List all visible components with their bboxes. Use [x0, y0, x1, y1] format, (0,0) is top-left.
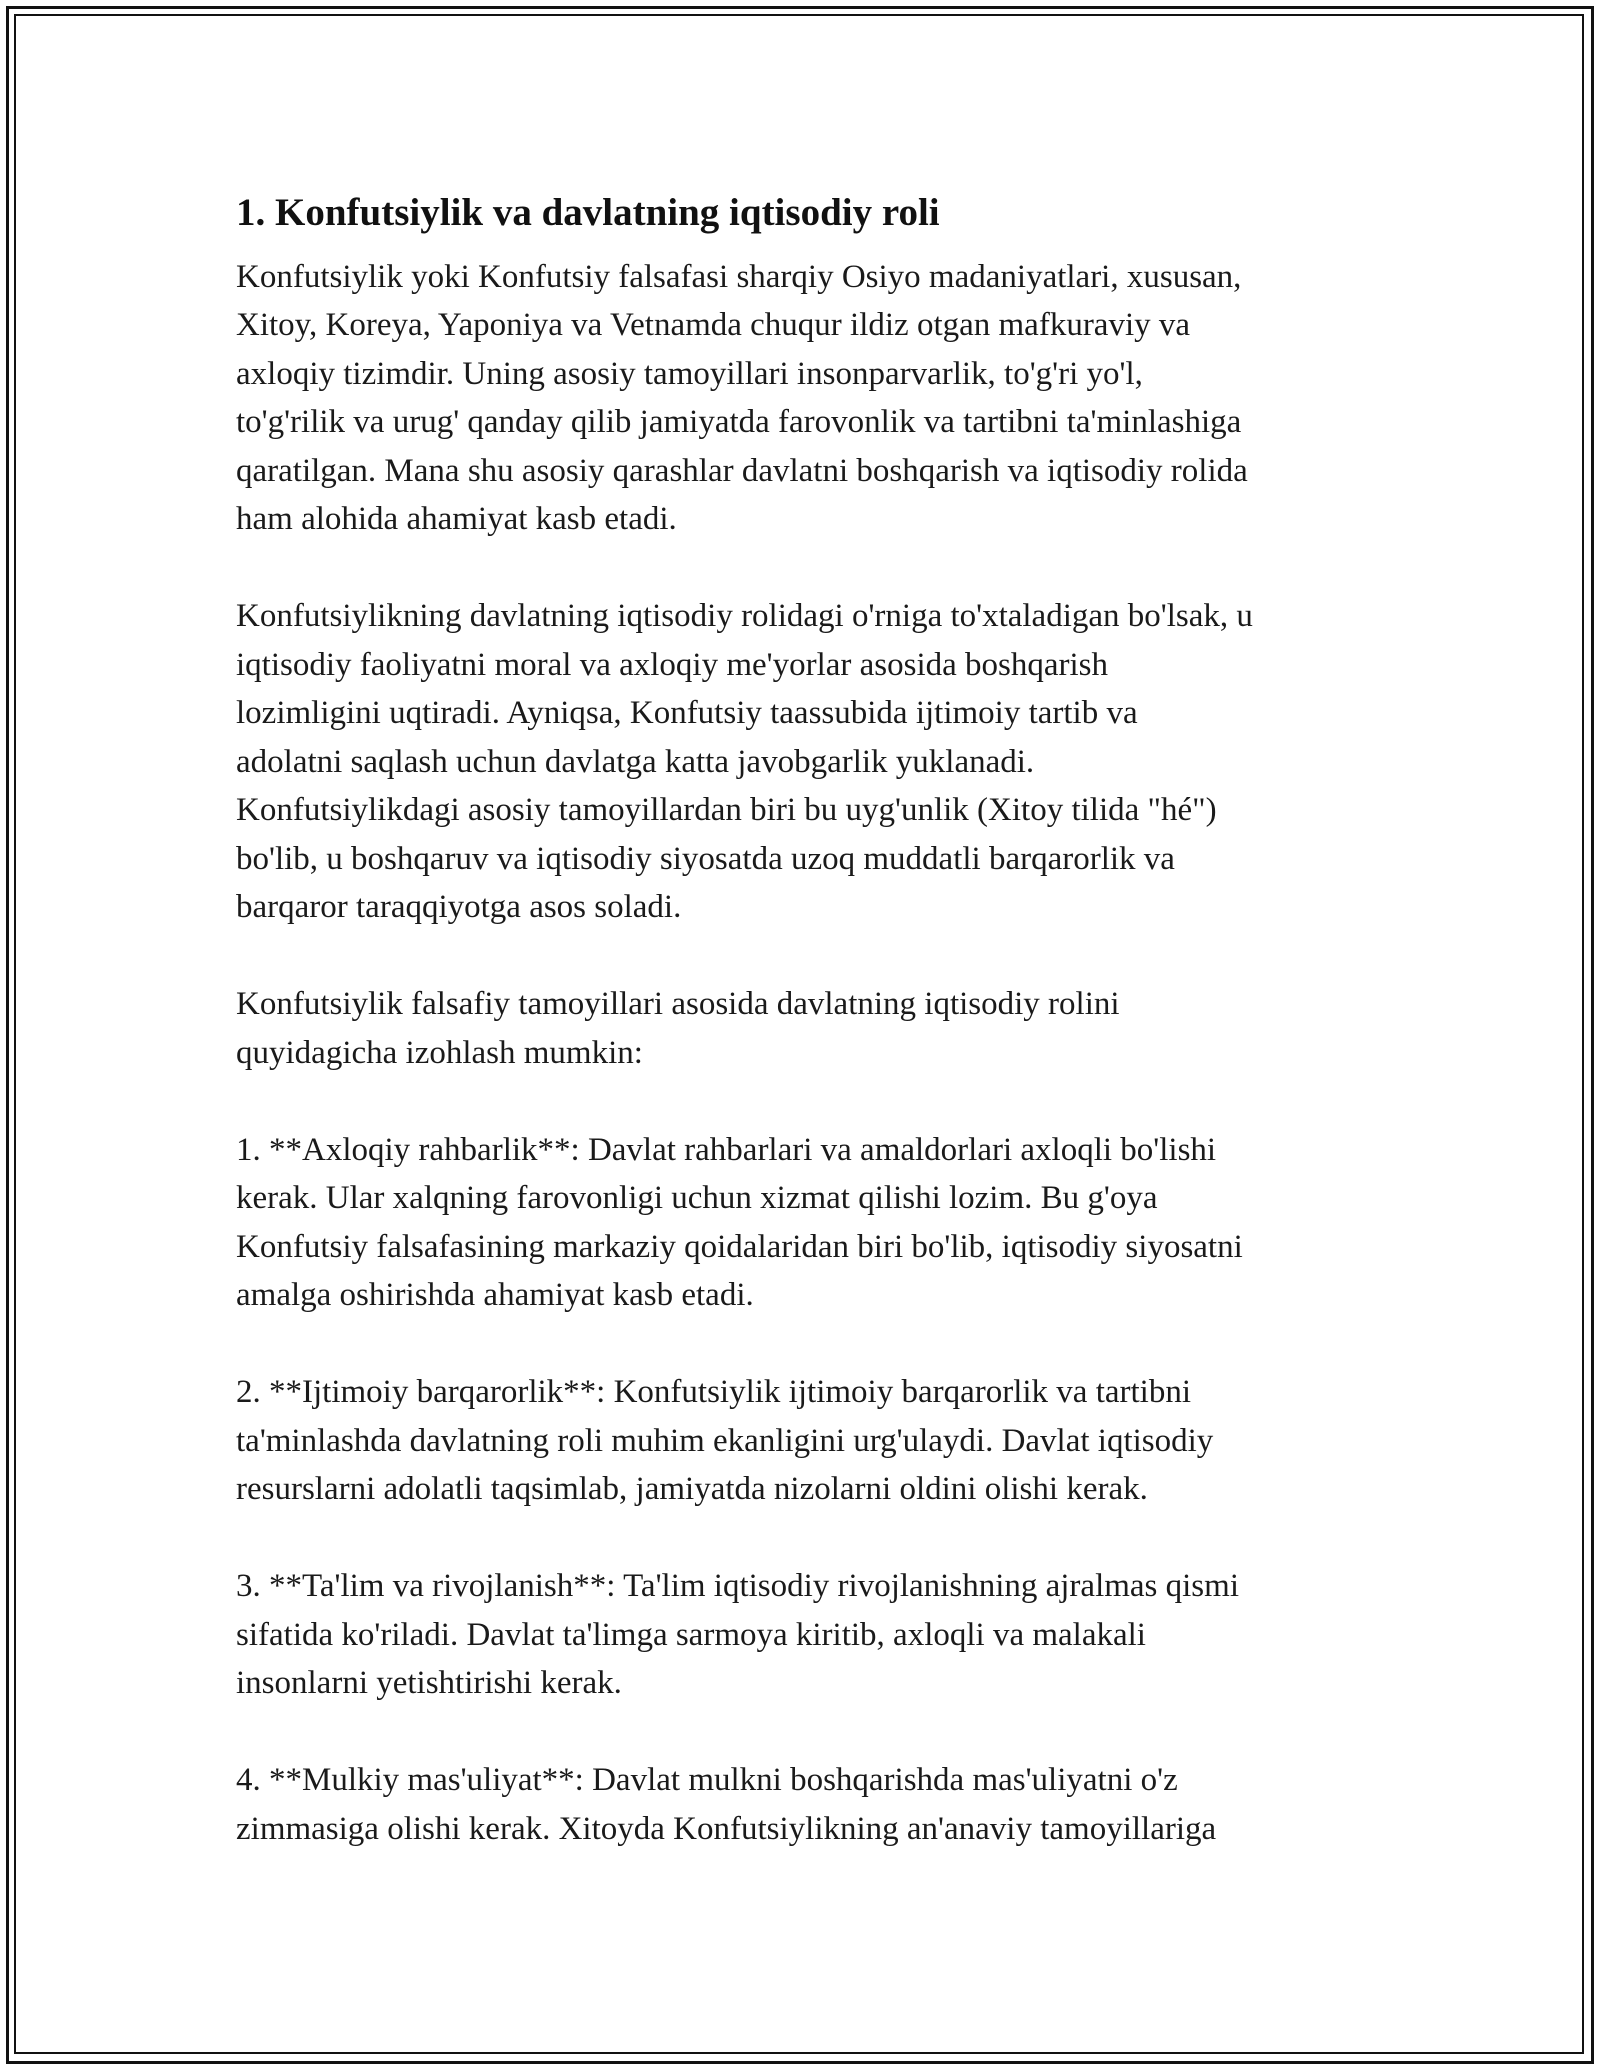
text-line: Konfutsiylik falsafiy tamoyillari asosida davlatning iqtisodiy rolini — [236, 986, 1120, 1023]
text-line: ta'minlashda davlatning roli muhim ekanligini urg'ulaydi. Davlat iqtisodiy — [236, 1422, 1214, 1459]
text-line: qaratilgan. Mana shu asosiy qarashlar davlatni boshqarish va iqtisodiy rolida — [236, 452, 1248, 489]
section-heading: 1. Konfutsiylik va davlatning iqtisodiy roli — [236, 191, 940, 234]
text-line: Konfutsiylikdagi asosiy tamoyillardan biri bu uyg'unlik (Xitoy tilida "hé") — [236, 792, 1217, 829]
text-line: 2. **Ijtimoiy barqarorlik**: Konfutsiylik ijtimoiy barqarorlik va tartibni — [236, 1374, 1192, 1411]
text-line: ham alohida ahamiyat kasb etadi. — [236, 501, 677, 538]
list-item-moral-leadership — [236, 1126, 1386, 1320]
text-line: barqaror taraqqiyotga asos soladi. — [236, 889, 682, 926]
text-line: axloqiy tizimdir. Uning asosiy tamoyillari insonparvarlik, to'g'ri yo'l, — [236, 355, 1143, 392]
text-line: Konfutsiylikning davlatning iqtisodiy rolidagi o'rniga to'xtaladigan bo'lsak, u — [236, 598, 1253, 635]
list-item-social-stability — [236, 1368, 1386, 1514]
text-line: Xitoy, Koreya, Yaponiya va Vetnamda chuqur ildiz otgan mafkuraviy va — [236, 307, 1191, 344]
document-body — [236, 180, 1386, 1902]
text-line: 4. **Mulkiy mas'uliyat**: Davlat mulkni boshqarishda mas'uliyatni o'z — [236, 1762, 1178, 1799]
paragraph-list-intro — [236, 980, 1386, 1077]
paragraph-economic-role — [236, 592, 1386, 932]
text-line: 1. **Axloqiy rahbarlik**: Davlat rahbarlari va amaldorlari axloqli bo'lishi — [236, 1131, 1217, 1168]
text-line: insonlarni yetishtirishi kerak. — [236, 1665, 622, 1702]
text-line: bo'lib, u boshqaruv va iqtisodiy siyosatda uzoq muddatli barqarorlik va — [236, 840, 1175, 877]
text-line: iqtisodiy faoliyatni moral va axloqiy me'yorlar asosida boshqarish — [236, 646, 1109, 683]
text-line: zimmasiga olishi kerak. Xitoyda Konfutsiylikning an'anaviy tamoyillariga — [236, 1810, 1217, 1847]
text-line: 3. **Ta'lim va rivojlanish**: Ta'lim iqtisodiy rivojlanishning ajralmas qismi — [236, 1568, 1239, 1605]
text-line: to'g'rilik va urug' qanday qilib jamiyatda farovonlik va tartibni ta'minlashiga — [236, 404, 1242, 441]
text-line: kerak. Ular xalqning farovonligi uchun xizmat qilishi lozim. Bu g'oya — [236, 1180, 1158, 1217]
text-line: resurslarni adolatli taqsimlab, jamiyatda nizolarni oldini olishi kerak. — [236, 1471, 1148, 1508]
text-line: Konfutsiy falsafasining markaziy qoidalaridan biri bo'lib, iqtisodiy siyosatni — [236, 1228, 1243, 1265]
text-line: quyidagicha izohlash mumkin: — [236, 1034, 643, 1071]
list-item-education — [236, 1562, 1386, 1708]
list-item-property-responsibility — [236, 1756, 1386, 1853]
text-line: amalga oshirishda ahamiyat kasb etadi. — [236, 1277, 754, 1314]
paragraph-intro — [236, 253, 1386, 544]
text-line: adolatni saqlash uchun davlatga katta javobgarlik yuklanadi. — [236, 743, 1035, 780]
text-line: sifatida ko'riladi. Davlat ta'limga sarmoya kiritib, axloqli va malakali — [236, 1616, 1146, 1653]
text-line: Konfutsiylik yoki Konfutsiy falsafasi sharqiy Osiyo madaniyatlari, xususan, — [236, 258, 1242, 295]
text-line: lozimligini uqtiradi. Ayniqsa, Konfutsiy taassubida ijtimoiy tartib va — [236, 695, 1138, 732]
